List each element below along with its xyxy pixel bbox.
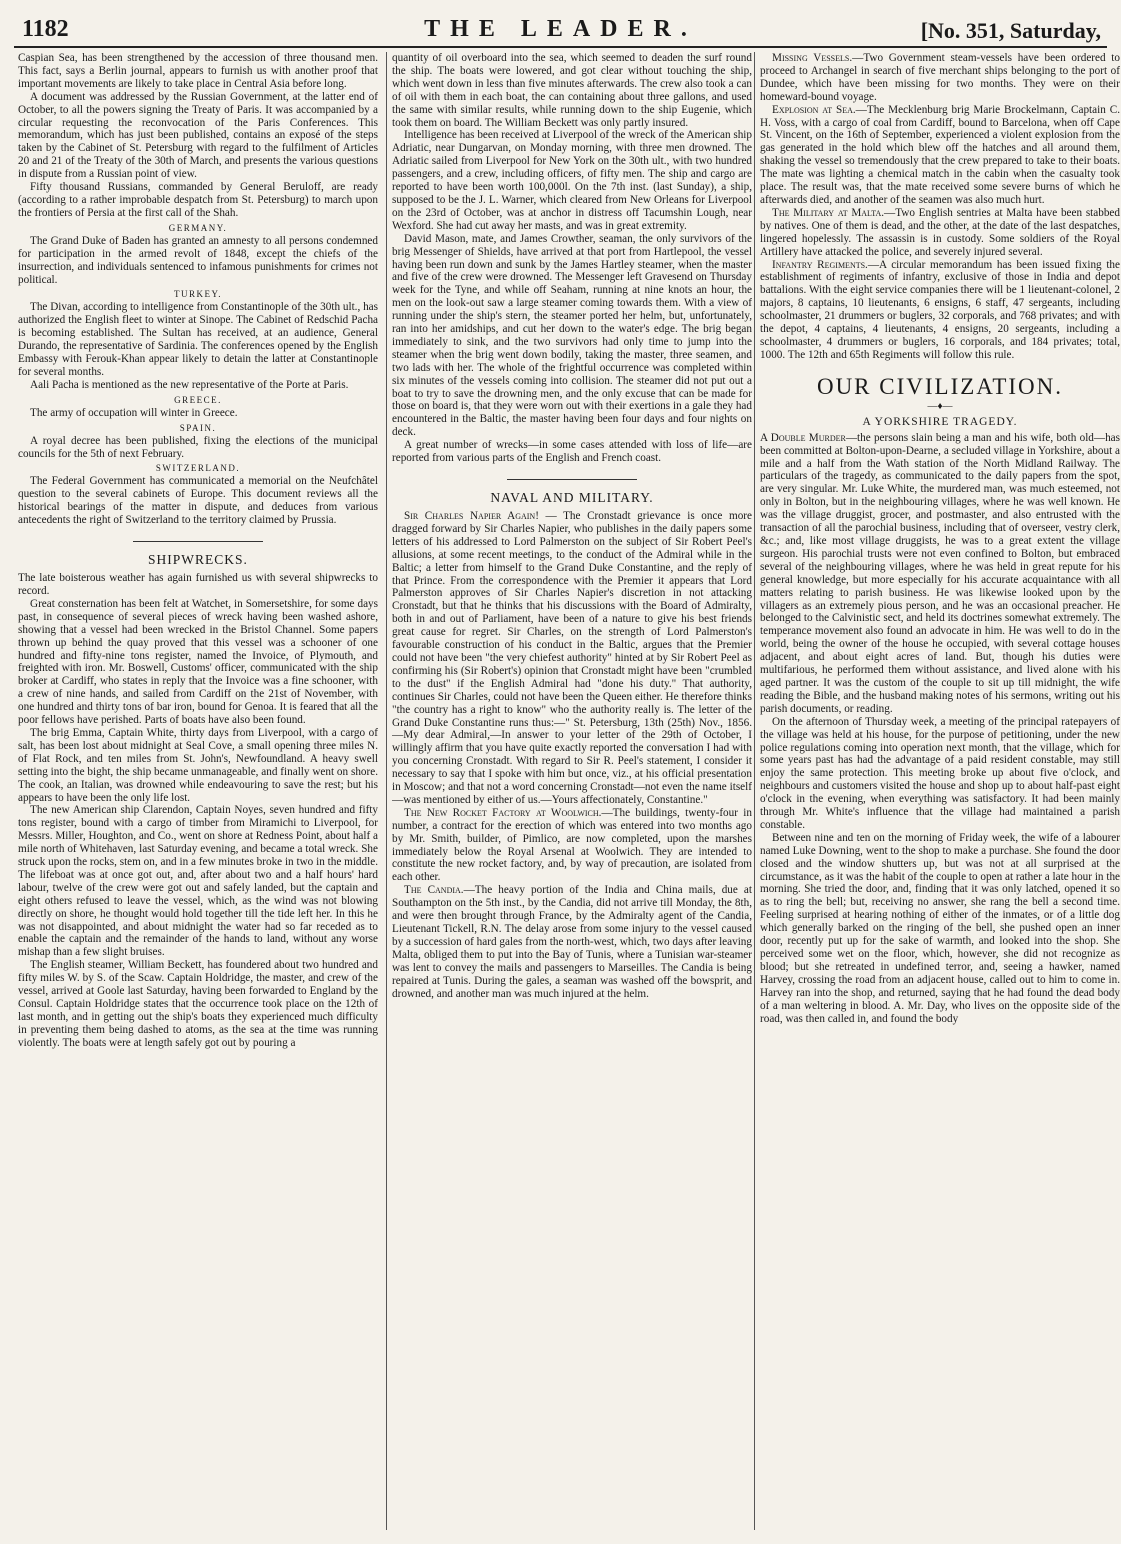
article-paragraph xyxy=(392,510,752,807)
column-2 xyxy=(392,52,752,1530)
issue-number: [No. 351, Saturday, xyxy=(920,18,1101,43)
item-body: —A circular memorandum has been issued fixing the establishment of regiments of infantry, exclusive of those in India and depot battalions. With the eight service companies there will be 1 lieutenant-colonel, 2 majors, 8 captains, 10 lieutenants, 6 ensigns, 6 staff, 47 sergeants, including schoolmaster, 21 drummers or buglers, 32 corporals, and 768 privates; and with the depot, 4 captains, 4 lieutenants, 4 ensigns, 20 sergeants, including a schoolmaster, 4 drummers or buglers, 16 corporals, and 184 privates; total, 1000. The 12th and 65th Regiments will follow this rule. xyxy=(760,258,1120,361)
article-paragraph xyxy=(392,807,752,884)
article-paragraph: David Mason, mate, and James Crowther, seaman, the only survivors of the brig Messenger of Shields, have arrived at that port from Hartlepool, the vessel having been run down and sunk by the James Hartley steamer, when the master and five of the crew were drowned. The Messenger left Gravesend on Thursday week for the Tyne, and while off Seaham, running at nine knots an hour, the men on the look-out saw a large steamer coming towards them. With a view of running under the ship's stern, the steamer ported her helm, but, unfortunately, ran into her amidships, and cut her down to the water's edge. The brig began immediately to sink, and the two survivors had only time to jump into the steamer when the brig went down bodily, taking the master, three seamen, and two lads with her. The whole of the frightful occurrence was completed within six minutes of the vessels coming into collision. The steamer did not put out a boat to try to save the drowning men, and the only excuse that can be made for those on board is, that they were worn out with their exertions in a gale they had encountered in the Baltic, the master having been four days and four nights on deck. xyxy=(392,232,752,439)
item-lead-in: A Double Murder xyxy=(760,431,846,444)
article-paragraph: Great consternation has been felt at Watchet, in Somersetshire, for some days past, in consequence of several pieces of wreck having been washed ashore, showing that a vessel had been wrecked in the Bristol Channel. Some papers thrown up behind the quay proved that this vessel was a schooner of one hundred and fifty-nine tons register, named the Invoice, of Plymouth, and freighted with iron. Mr. Boswell, Customs' officer, communicated with the ship broker at Cardiff, who states in reply that the Invoice was a fine schooner, with a crew of nine hands, and sailed from Cardiff on the 21st of November, with one hundred and thirty tons of bar iron, bound for Genoa. It is feared that all the poor fellows have perished. Parts of boats have also been found. xyxy=(18,597,378,727)
article-paragraph: The English steamer, William Beckett, has foundered about two hundred and fifty miles W. by S. of the Scaw. Captain Holdridge, the master, and crew of the vessel, arrived at Goole last Saturday, having been forwarded to England by the Consul. Captain Holdridge states that the occurrence took place on the 12th of last month, and in getting out the ship's boats they experienced much difficulty in preventing them being dashed to atoms, as the sea at the time was running violently. The boats were at length safely got out by pouring a xyxy=(18,959,378,1049)
article-paragraph xyxy=(392,884,752,1000)
article-paragraph: The late boisterous weather has again furnished us with several shipwrecks to record. xyxy=(18,572,378,597)
section-heading-switzerland: SWITZERLAND. xyxy=(155,463,241,474)
section-heading-turkey: TURKEY. xyxy=(173,289,223,300)
item-body: —The heavy portion of the India and China mails, due at Southampton on the 5th inst., by the Candia, did not arrive till Monday, the 8th, and were then brought through France, by the Admiralty agent of the Candia, Lieutenant Tickell, R.N. The delay arose from some injury to the vessel caused by a succession of hard gales from the north-west, which, two days after leaving Malta, obliged them to put into the Bay of Tunis, where a Tunisian war-steamer was lent to convey the mails and passengers to Marseilles. The Candia is being repaired at Tunis. During the gales, a seaman was washed off the bowsprit, and drowned, and another man was much injured at the helm. xyxy=(392,884,752,1000)
article-paragraph: Fifty thousand Russians, commanded by General Beruloff, are ready (according to a rather improbable despatch from St. Petersburg) to march upon the frontiers of Persia at the first call of the Shah. xyxy=(18,181,378,219)
item-body: —the persons slain being a man and his wife, both old—has been committed at Bolton-upon-Dearne, a secluded village in Yorkshire, about a mile and a half from the Wath station of the North Midland Railway. The particulars of the tragedy, as communicated to the daily papers from the spot, are very singular. Mr. Luke White, the murdered man, was much esteemed, not only in Bolton, but in the neighbouring villages, where he was well known. He was the village druggist, grocer, and postmaster, and also entrusted with the transaction of all the parochial business, including that of overseer, vestry clerk, &c.; and, like most village druggists, he was to a great extent the village surgeon. His parochial trusts were not even confined to Bolton, but embraced several of the neighbouring villages, where he was held in great repute for his general knowledge, but more especially for his accurate acquaintance with all matters relating to parish business. He was likewise looked upon by the villagers as an extremely pious person, and he was an occasional preacher. He belonged to the Calvinistic sect, and held its doctrines somewhat extremely. The temperance movement also found an advocate in him. He was well to do in the world, being the owner of the house he occupied, with several cottage houses adjacent, and about eight acres of land. But, though his duties were multifarious, he performed them without assistance, and lived alone with his aged partner. It was the custom of the couple to sit up till midnight, the wife reading the Bible, and the husband making notes of his sermons, writing out his parish documents, or reading. xyxy=(760,431,1120,715)
section-divider xyxy=(507,479,637,480)
section-heading-naval-military: NAVAL AND MILITARY. xyxy=(490,490,654,505)
item-lead-in: Explosion at Sea. xyxy=(772,103,856,116)
article-paragraph: The Federal Government has communicated a memorial on the Neufchâtel question to the several cabinets of Europe. This document reviews all the historical bearings of the matter in dispute, and deduces from various antecedents the right of Switzerland to the territory claimed by Prussia. xyxy=(18,475,378,527)
article-paragraph: A royal decree has been published, fixing the elections of the municipal councils for the 5th of next February. xyxy=(18,434,378,460)
column-1 xyxy=(18,52,378,1530)
article-paragraph: Between nine and ten on the morning of Friday week, the wife of a labourer named Luke Downing, went to the shop to make a purchase. She found the door closed and the window shutters up, but was not at all surprised at the circumstance, as it was the habit of the couple to open at rather a late hour in the morning. She tried the door, and, finding that it was only latched, opened it so as to ring the bell; but, receiving no answer, she rang the bell a second time. Feeling surprised at hearing nothing of either of the inmates, or of a little dog which generally barked on the ringing of the bell, she pushed open an inner door, recently put up for the sake of warmth, and looked into the shop. She perceived some wet on the floor, which, however, she did not recognize as blood; but she retreated in undefined terror, and, seeing a hawker, named Harvey, crossing the road from an adjacent house, called out to him to come in. Harvey ran into the shop, and returned, saying that he had found the dead body of a man weltering in blood. A. Mr. Day, who lives on the opposite side of the road, was then called in, and found the body xyxy=(760,831,1120,1025)
column-rule xyxy=(754,52,755,1530)
article-paragraph: A document was addressed by the Russian Government, at the latter end of October, to all the powers signing the Treaty of Paris. It was accompanied by a circular requesting the reconvocation of the Paris Conferences. This memorandum, which has just been published, contains an exposé of the steps taken by the Cabinet of St. Petersburg with regard to the fulfilment of Articles 20 and 21 of the Treaty of the 30th of March, and presents the various questions in dispute from a Russian point of view. xyxy=(18,90,378,181)
article-paragraph: The new American ship Clarendon, Captain Noyes, seven hundred and fifty tons register, bound with a cargo of timber from Miramichi to Liverpool, for Messrs. Miller, Houghton, and Co., went on shore at Redness Point, about half a mile north of Whitehaven, last Saturday evening, and became a total wreck. She struck upon the rocks, stem on, and in a few minutes broke in two in the middle. The lifeboat was at once got out, and, after about two and a half hours' hard labour, twelve of the crew were got out and safely landed, but the captain and eight others refused to leave the vessel, which, as the wind was not blowing directly on shore, he thought would hold together till the tide left her. In this he was not disappointed, and about midnight the water had so far receded as to enable the captain and the remainder of the hands to land, without any worse mishap than a few slight bruises. xyxy=(18,804,378,959)
section-heading-germany: GERMANY. xyxy=(168,222,228,233)
section-heading-civilization: OUR CIVILIZATION. xyxy=(816,373,1064,399)
article-paragraph xyxy=(760,52,1120,104)
column-3 xyxy=(760,52,1120,1530)
article-paragraph xyxy=(760,432,1120,716)
section-heading-spain: SPAIN. xyxy=(179,422,217,433)
article-paragraph xyxy=(760,207,1120,259)
article-paragraph: The Grand Duke of Baden has granted an amnesty to all persons condemned for participation in the armed revolt of 1848, except the chiefs of the insurrection, and individuals sentenced to infamous punishments for crimes not political. xyxy=(18,234,378,286)
item-body: —Two English sentries at Malta have been stabbed by natives. One of them is dead, and the other, at the date of the last despatches, lingered hopelessly. The assassin is in custody. Some soldiers of the Royal Artillery have attacked the police, and severely injured several. xyxy=(760,206,1120,258)
article-paragraph: Aali Pacha is mentioned as the new representative of the Porte at Paris. xyxy=(30,378,349,391)
item-lead-in: The Military at Malta. xyxy=(772,206,885,219)
article-paragraph: Caspian Sea, has been strengthened by the accession of three thousand men. This fact, says a Berlin journal, appears to furnish us with another proof that important movements are likely to take place in Central Asia before long. xyxy=(18,52,378,90)
article-subheading: A YORKSHIRE TRAGEDY. xyxy=(862,415,1018,428)
section-divider xyxy=(133,541,263,542)
article-paragraph: The army of occupation will winter in Greece. xyxy=(30,406,238,419)
section-heading-greece: GREECE. xyxy=(174,394,222,405)
article-paragraph xyxy=(760,259,1120,362)
section-heading-shipwrecks: SHIPWRECKS. xyxy=(148,552,248,568)
article-paragraph: The Divan, according to intelligence from Constantinople of the 30th ult., has authorized the English fleet to winter at Sinope. The Cabinet of Redschid Pacha is becoming established. The Sultan has received, at an audience, General Durando, the representative of Sardinia. The conferences opened by the English Embassy with Ferouk-Khan appear likely to detain the latter at Constantinople for several months. xyxy=(18,301,378,378)
item-body: —Two Government steam-vessels have been ordered to proceed to Archangel in search of five merchant ships belonging to the port of Dundee, which have been missing for two months. They were on their homeward-bound voyage. xyxy=(760,52,1120,103)
masthead xyxy=(14,14,1107,48)
item-lead-in: Missing Vessels. xyxy=(772,52,853,64)
item-body: —The Mecklenburg brig Marie Brockelmann, Captain C. H. Voss, with a cargo of coal from Cardiff, bound to Barcelona, when off Cape St. Vincent, on the 16th of September, experienced a violent explosion from the gas generated in the hold which blew off the hatches and all around them, shaking the vessel so tremendously that the crew prepared to take to their boats. The mate was lighting a chemical match in the cabin when the casualty took place. The result was, that the mate received some severe burns of which he afterwards died, and another of the seamen was also much hurt. xyxy=(760,103,1120,206)
item-body: —The buildings, twenty-four in number, a contract for the erection of which was entered into two months ago by Mr. Smith, builder, of Pimlico, are now completed, upon the marshes immediately below the Royal Arsenal at Woolwich. They are intended to constitute the new rocket factory, and, by way of precaution, are isolated from each other. xyxy=(392,806,752,884)
article-paragraph: A great number of wrecks—in some cases attended with loss of life—are reported from various parts of the English and French coast. xyxy=(392,439,752,465)
article-paragraph: On the afternoon of Thursday week, a meeting of the principal ratepayers of the village was held at his house, for the purpose of petitioning, under the new police regulations coming into operation next month, that the village, which for some years past has had the advantage of a paid resident constable, may still enjoy the same protection. This meeting broke up about five o'clock, and neighbours and customers visited the house and shop up to about half-past eight o'clock in the evening, when everything was satisfactory. It had been mainly through Mr. White's influence that the village had maintained a parish constable. xyxy=(760,715,1120,831)
article-paragraph: The brig Emma, Captain White, thirty days from Liverpool, with a cargo of salt, has been lost about midnight at Seal Cove, a small opening three miles N. of Flat Rock, and ten miles from St. John's, Newfoundland. A heavy swell setting into the bight, the ship became unmanageable, and finally went on shore. The cook, an Italian, was drowned while endeavouring to save the rest; but his appears to have been the only life lost. xyxy=(18,726,378,804)
item-body: — The Cronstadt grievance is once more dragged forward by Sir Charles Napier, who publishes in the daily papers some letters of his addressed to Lord Palmerston on the subject of Sir Robert Peel's allusions, at some recent meetings, to the conduct of the Admiral while in the Baltic; a letter from himself to the Grand Duke Constantine, and the reply of that Prince. From the correspondence with the Premier it appears that Lord Palmerston approves of Sir Charles Napier's discretion in not attacking Cronstadt, but that he thinks that his discussions with the Board of Admiralty, both in and out of Parliament, have been of a nature to give his best friends great cause for regret. Sir Charles, on the strength of Lord Palmerston's favourable construction of his conduct in the Baltic, argues that the Premier could not have been "the very chiefest authority" hinted at by Sir Robert Peel as confirming his (Sir Robert's) opinion that Cronstadt might have been "crumbled to the dust" if the English Admiral had "done his duty." That authority, continues Sir Charles, could not have been the Queen either. He therefore thinks "the country has a right to know" who the authority really is. The letter of the Grand Duke Constantine runs thus:—" St. Petersburg, 13th (25th) Nov., 1856.—My dear Admiral,—In answer to your letter of the 29th of October, I willingly affirm that you have quite exactly reported the conversation I had with you concerning Cronstadt. With regard to Sir R. Peel's statement, I consider it necessary to say that I spoke with him but once, viz., at his official presentation in Moscow; and that not a word concerning Cronstadt—not even the name itself—was mentioned by either of us.—Yours affectionately, Constantine." xyxy=(392,510,752,806)
newspaper-title: THE LEADER. xyxy=(424,16,697,42)
page-number: 1182 xyxy=(22,16,69,42)
column-rule xyxy=(386,52,387,1530)
ornament-divider: —♦— xyxy=(927,400,953,412)
article-paragraph xyxy=(760,104,1120,207)
item-lead-in: Sir Charles Napier Again! xyxy=(404,510,539,522)
item-lead-in: Infantry Regiments. xyxy=(772,258,868,271)
item-lead-in: The New Rocket Factory at Woolwich. xyxy=(404,806,602,819)
article-paragraph: quantity of oil overboard into the sea, which seemed to deaden the surf round the ship. The boats were lowered, and got clear without touching the ship, which went down in less than five minutes afterwards. The crew also took a can of oil with them in each boat, the can containing about three gallons, and used the same with similar results, while running down to the ship Eugenie, which took them on board. The William Beckett was only partly insured. xyxy=(392,52,752,129)
article-paragraph: Intelligence has been received at Liverpool of the wreck of the American ship Adriatic, near Dungarvan, on Monday morning, with three men drowned. The Adriatic sailed from Liverpool for New York on the 30th ult., with two hundred passengers, and a crew, including officers, of fifty men. The ship and cargo are reported to have been worth 100,000l. On the 7th inst. (last Sunday), a ship, supposed to be the J. L. Warner, which cleared from New Orleans for Liverpool on the 23rd of October, was at anchor in distress off Tacumshin Lough, near Wexford. She had cut away her masts, and was in great extremity. xyxy=(392,129,752,232)
item-lead-in: The Candia. xyxy=(404,884,464,897)
